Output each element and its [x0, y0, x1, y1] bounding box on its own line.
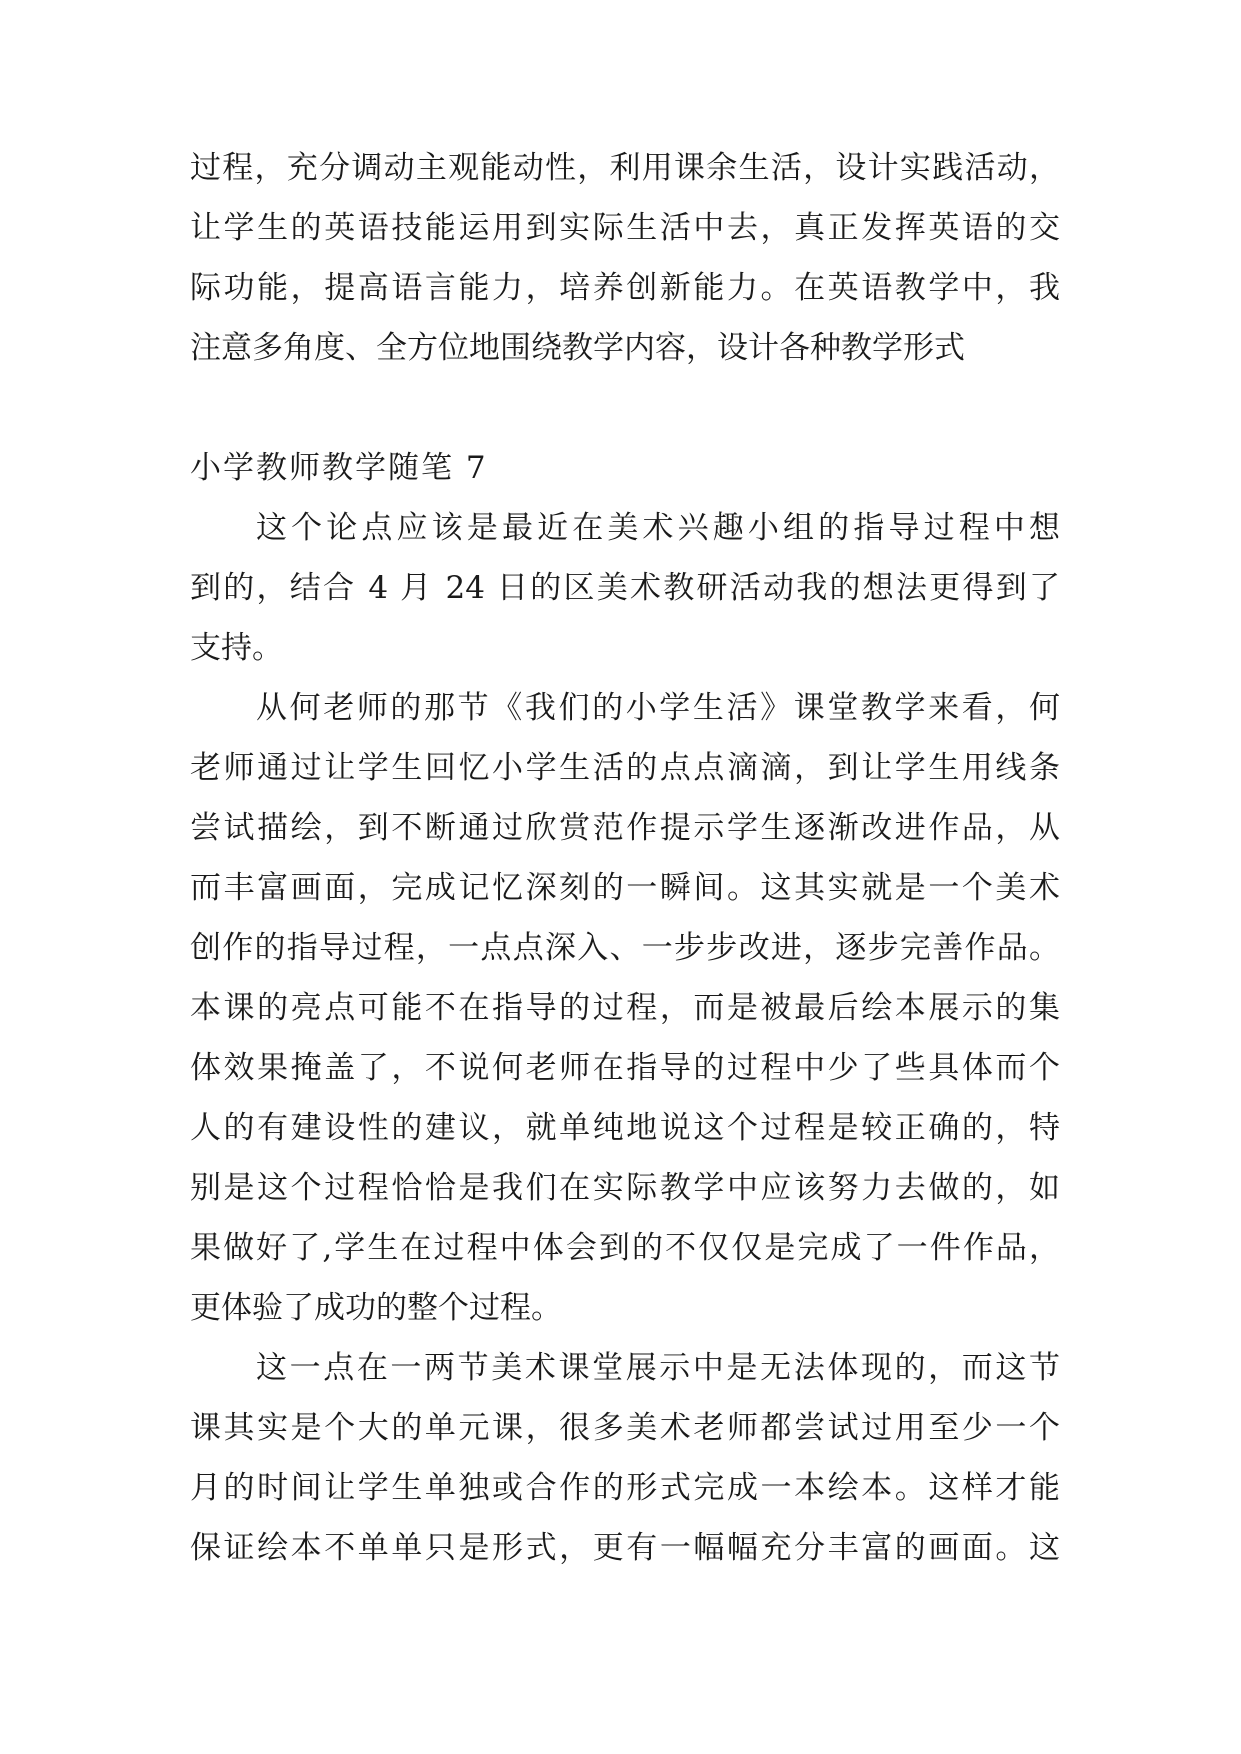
paragraph2-line-3: 尝试描绘，到不断通过欣赏范作提示学生逐渐改进作品，从 — [190, 810, 1060, 846]
paragraph3-line-1: 这一点在一两节美术课堂展示中是无法体现的，而这节 — [256, 1350, 1060, 1386]
paragraph2-line-11: 更体验了成功的整个过程。 — [190, 1290, 562, 1326]
intro-line-1: 过程，充分调动主观能动性，利用课余生活，设计实践活动， — [190, 150, 1060, 186]
section-title: 小学教师教学随笔 7 — [190, 450, 488, 486]
paragraph3-line-4: 保证绘本不单单只是形式，更有一幅幅充分丰富的画面。这 — [190, 1530, 1060, 1566]
paragraph2-line-6: 本课的亮点可能不在指导的过程，而是被最后绘本展示的集 — [190, 990, 1060, 1026]
paragraph2-line-1: 从何老师的那节《我们的小学生活》课堂教学来看，何 — [256, 690, 1060, 726]
intro-line-4: 注意多角度、全方位地围绕教学内容，设计各种教学形式 — [190, 330, 965, 366]
paragraph1-line-2: 到的，结合 4 月 24 日的区美术教研活动我的想法更得到了 — [190, 570, 1060, 606]
paragraph2-line-8: 人的有建设性的建议，就单纯地说这个过程是较正确的，特 — [190, 1110, 1060, 1146]
paragraph2-line-5: 创作的指导过程，一点点深入、一步步改进，逐步完善作品。 — [190, 930, 1060, 966]
paragraph1-line-1: 这个论点应该是最近在美术兴趣小组的指导过程中想 — [256, 510, 1060, 546]
paragraph1-line-3: 支持。 — [190, 630, 283, 666]
paragraph2-line-4: 而丰富画面，完成记忆深刻的一瞬间。这其实就是一个美术 — [190, 870, 1060, 906]
intro-line-3: 际功能，提高语言能力，培养创新能力。在英语教学中，我 — [190, 270, 1060, 306]
paragraph2-line-9: 别是这个过程恰恰是我们在实际教学中应该努力去做的，如 — [190, 1170, 1060, 1206]
paragraph2-line-2: 老师通过让学生回忆小学生活的点点滴滴，到让学生用线条 — [190, 750, 1060, 786]
paragraph3-line-2: 课其实是个大的单元课，很多美术老师都尝试过用至少一个 — [190, 1410, 1060, 1446]
intro-line-2: 让学生的英语技能运用到实际生活中去，真正发挥英语的交 — [190, 210, 1060, 246]
paragraph3-line-3: 月的时间让学生单独或合作的形式完成一本绘本。这样才能 — [190, 1470, 1060, 1506]
paragraph2-line-7: 体效果掩盖了，不说何老师在指导的过程中少了些具体而个 — [190, 1050, 1060, 1086]
paragraph2-line-10: 果做好了,学生在过程中体会到的不仅仅是完成了一件作品， — [190, 1230, 1060, 1266]
